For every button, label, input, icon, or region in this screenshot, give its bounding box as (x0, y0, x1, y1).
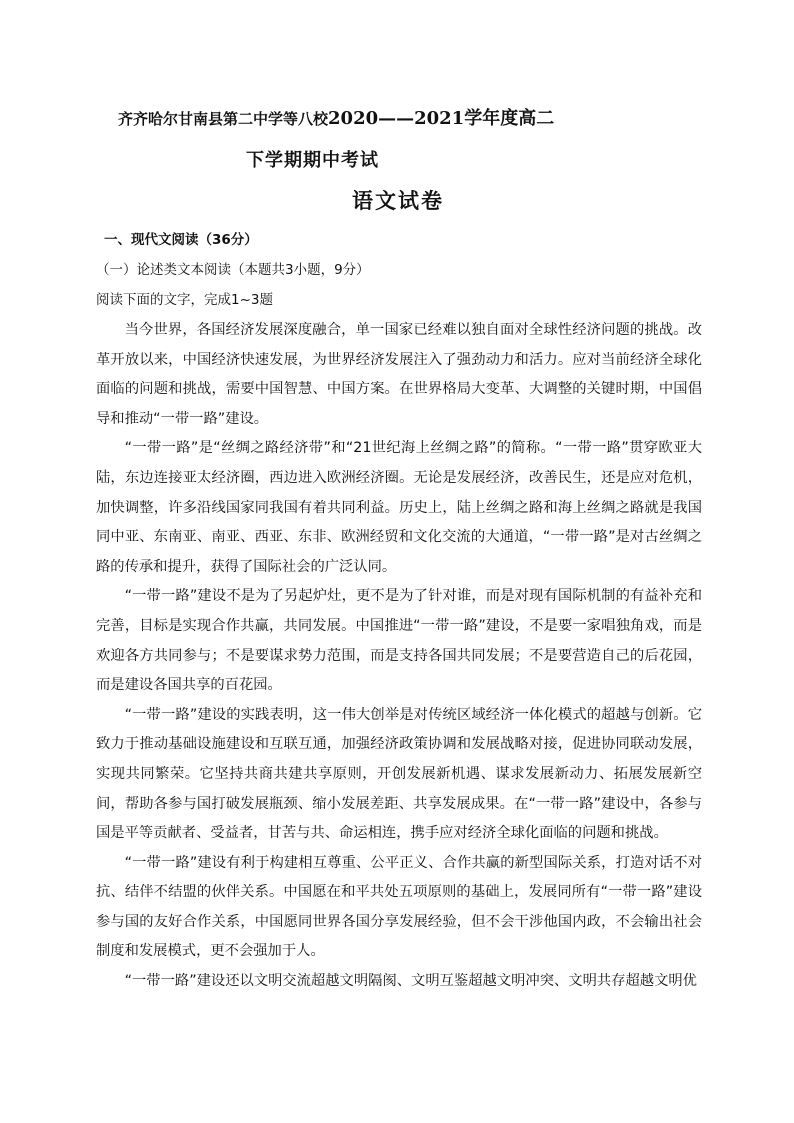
academic-year: 2020——2021学年度高二 (328, 108, 555, 129)
passage-paragraph: “一带一路”建设不是为了另起炉灶，更不是为了针对谁，而是对现有国际机制的有益补充和完善，目标是实现合作共赢，共同发展。中国推进“一带一路”建设，不是要一家唱独角戏，而是欢迎各方共同参与；不是要谋求势力范围，而是支持各国共同发展；不是要营造自己的后花园，而是建设各国共享的百花园。 (96, 588, 702, 694)
reading-instruction: 阅读下面的文字，完成1~3题 (96, 292, 273, 308)
passage-paragraph: “一带一路”是“丝绸之路经济带”和“21世纪海上丝绸之路”的简称。“一带一路”贯穿欧亚大陆，东边连接亚太经济圈，西边进入欧洲经济圈。无论是发展经济，改善民生，还是应对危机，加快调整，许多沿线国家同我国有着共同利益。历史上，陆上丝绸之路和海上丝绸之路就是我国同中亚、东南亚、南亚、西亚、东非、欧洲经贸和文化交流的大通道，“一带一路”是对古丝绸之路的传承和提升，获得了国际社会的广泛认同。 (96, 440, 702, 575)
exam-subject: 语文试卷 (352, 188, 444, 213)
passage-paragraph: “一带一路”建设还以文明交流超越文明隔阂、文明互鉴超越文明冲突、文明共存超越文明优 (124, 973, 697, 990)
school-name: 齐齐哈尔甘南县第二中学等八校 (118, 110, 329, 128)
passage-paragraph: “一带一路”建设的实践表明，这一伟大创举是对传统区域经济一体化模式的超越与创新。它致力于推动基础设施建设和互联互通，加强经济政策协调和发展战略对接，促进协同联动发展，实现共同繁荣。它坚持共商共建共享原则，开创发展新机遇、谋求发展新动力、拓展发展新空间，帮助各参与国打破发展瓶颈、缩小发展差距、共享发展成果。在“一带一路”建设中，各参与国是平等贡献者、受益者，甘苦与共、命运相连，携手应对经济全球化面临的问题和挑战。 (96, 706, 702, 842)
passage-paragraph: “一带一路”建设有利于构建相互尊重、公平正义、合作共赢的新型国际关系，打造对话不对抗、结伴不结盟的伙伴关系。中国愿在和平共处五项原则的基础上，发展同所有“一带一路”建设参与国的友好合作关系，中国愿同世界各国分享发展经验，但不会干涉他国内政，不会输出社会制度和发展模式，更不会强加于人。 (96, 854, 702, 960)
reading-passage (96, 316, 702, 997)
section-heading: 一、现代文阅读（36分） (104, 232, 258, 248)
exam-title-line1 (118, 104, 554, 130)
exam-term: 下学期期中考试 (246, 150, 379, 171)
section-subheading: （一）论述类文本阅读（本题共3小题，9分） (96, 262, 370, 278)
passage-paragraph: 当今世界，各国经济发展深度融合，单一国家已经难以独自面对全球性经济问题的挑战。改革开放以来，中国经济快速发展，为世界经济发展注入了强劲动力和活力。应对当前经济全球化面临的问题和挑战，需要中国智慧、中国方案。在世界格局大变革、大调整的关键时期，中国倡导和推动“一带一路”建设。 (96, 322, 702, 427)
